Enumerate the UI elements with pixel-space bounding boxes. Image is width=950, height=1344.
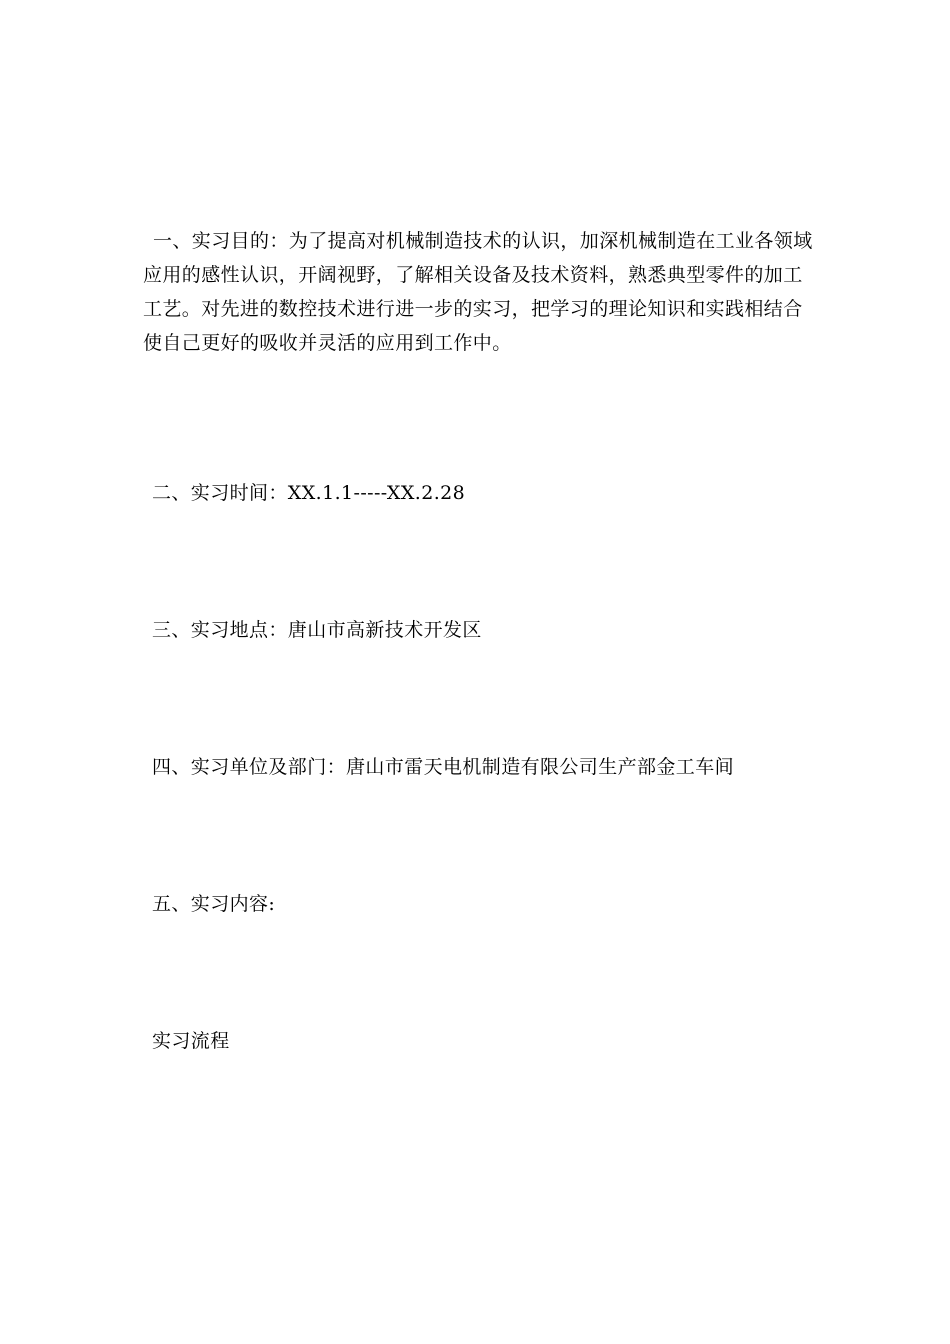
paragraph-location: 三、实习地点：唐山市高新技术开发区 bbox=[152, 619, 482, 641]
paragraph-unit: 四、实习单位及部门：唐山市雷天电机制造有限公司生产部金工车间 bbox=[152, 756, 735, 778]
paragraph-content-heading: 五、实习内容: bbox=[152, 893, 276, 915]
paragraph-purpose: 一、实习目的：为了提高对机械制造技术的认识，加深机械制造在工业各领域应用的感性认识，开阔视野，了解相关设备及技术资料，熟悉典型零件的加工工艺。对先进的数控技术进行进一步的实习，把学习的理论知识和实践相结合使自己更好的吸收并灵活的应用到工作中。 bbox=[143, 230, 813, 354]
paragraph-process-heading: 实习流程 bbox=[152, 1030, 230, 1052]
paragraph-time: 二、实习时间：XX.1.1-----XX.2.28 bbox=[152, 482, 466, 504]
